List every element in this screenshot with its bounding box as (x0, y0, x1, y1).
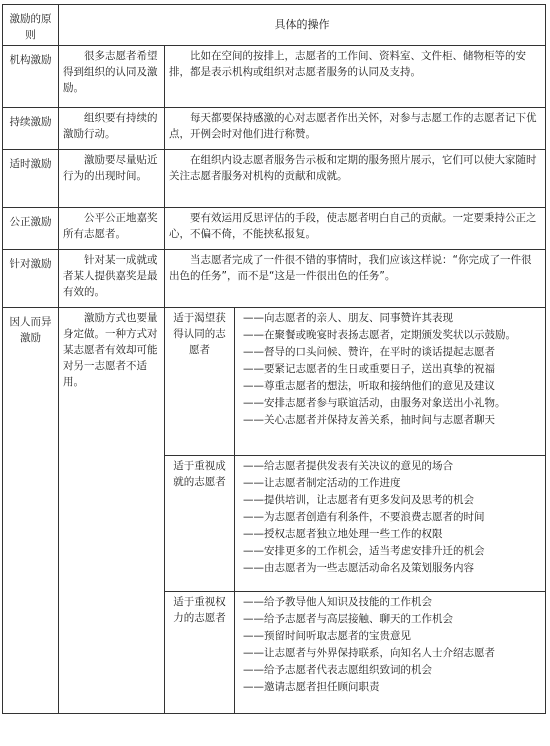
list-item: ——向志愿者的亲人、朋友、同事赞许其表现 (243, 312, 453, 324)
principle-cell: 公正激励 (3, 208, 59, 250)
basis-cell: 激励要尽量贴近行为的出现时间。 (59, 150, 165, 208)
header-row (3, 5, 546, 46)
group-title: 适于重视成就的志愿者 (165, 456, 235, 592)
list-item: ——提供培训，让志愿者有更多发问及思考的机会 (243, 494, 474, 506)
list-item: ——安排更多的工作机会，适当考虑安排升迁的机会 (243, 545, 485, 557)
principle-cell: 针对激励 (3, 250, 59, 308)
basis-cell: 针对某一成就或者某人提供嘉奖是最有效的。 (59, 250, 165, 308)
principle-cell: 机构激励 (3, 46, 59, 108)
list-item: ——尊重志愿者的想法，听取和接纳他们的意见及建议 (243, 380, 495, 392)
basis-cell: 激励方式也要量身定做。一种方式对某志愿者有效却可能对另一志愿者不适用。 (59, 308, 165, 714)
principle-cell: 适时激励 (3, 150, 59, 208)
operation-cell: 比如在空间的按排上，志愿者的工作间、资料室、文件柜、储物柜等的安排，都是表示机构或组织对志愿者服务的认同及支持。 (165, 46, 546, 108)
header-principle: 激励的原则 (3, 5, 59, 46)
list-item: ——要紧记志愿者的生日或重要日子，送出真挚的祝福 (243, 363, 495, 375)
basis-cell: 公平公正地嘉奖所有志愿者。 (59, 208, 165, 250)
list-item: ——邀请志愿者担任顾问职责 (243, 681, 380, 693)
operation-cell: 在组织内设志愿者服务告示板和定期的服务照片展示，它们可以使大家随时关注志愿者服务对机构的贡献和成就。 (165, 150, 546, 208)
table-row-group-1 (3, 308, 546, 456)
operation-cell: 每天都要保持感激的心对志愿者作出关怀，对参与志愿工作的志愿者记下优点，开例会时对他们进行称赞。 (165, 108, 546, 150)
list-item: ——给予教导他人知识及技能的工作机会 (243, 596, 432, 608)
list-item: ——关心志愿者并保持友善关系，抽时间与志愿者聊天 (243, 414, 495, 426)
list-item: ——让志愿者制定活动的工作进度 (243, 477, 401, 489)
list-item: ——预留时间听取志愿者的宝贵意见 (243, 630, 411, 642)
principle-cell: 持续激励 (3, 108, 59, 150)
incentive-table (2, 4, 546, 714)
list-item: ——给予志愿者代表志愿组织致词的机会 (243, 664, 432, 676)
group-items (235, 592, 546, 714)
group-items (235, 456, 546, 592)
list-item: ——督导的口头问候、赞许，在平时的谈话提起志愿者 (243, 346, 495, 358)
list-item: ——由志愿者为一些志愿活动命名及策划服务内容 (243, 562, 474, 574)
table-row (3, 250, 546, 308)
table-row (3, 150, 546, 208)
list-item: ——给志愿者提供发表有关决议的意见的场合 (243, 460, 453, 472)
group-items (235, 308, 546, 456)
basis-cell: 很多志愿者希望得到组织的认同及激励。 (59, 46, 165, 108)
list-item: ——让志愿者与外界保持联系，向知名人士介绍志愿者 (243, 647, 495, 659)
table-row (3, 108, 546, 150)
table-row (3, 208, 546, 250)
basis-cell: 组织要有持续的激励行动。 (59, 108, 165, 150)
operation-cell: 要有效运用反思评估的手段，使志愿者明白自己的贡献。一定要秉持公正之心，不偏不倚，不能挟私报复。 (165, 208, 546, 250)
list-item: ——给予志愿者与高层接触、聊天的工作机会 (243, 613, 453, 625)
group-title: 适于重视权力的志愿者 (165, 592, 235, 714)
table-row (3, 46, 546, 108)
list-item: ——在聚餐或晚宴时表扬志愿者，定期颁发奖状以示鼓励。 (243, 329, 516, 341)
list-item: ——为志愿者创造有利条件，不要浪费志愿者的时间 (243, 511, 485, 523)
operation-cell: 当志愿者完成了一件很不错的事情时，我们应该这样说：“你完成了一件很出色的任务”，而不是“这是一件很出色的任务”。 (165, 250, 546, 308)
header-operations: 具体的操作 (59, 5, 546, 46)
principle-cell: 因人而异激励 (3, 308, 59, 714)
group-title: 适于渴望获得认同的志愿者 (165, 308, 235, 456)
list-item: ——安排志愿者参与联谊活动，由服务对象送出小礼物。 (243, 397, 506, 409)
list-item: ——授权志愿者独立地处理一些工作的权限 (243, 528, 443, 540)
